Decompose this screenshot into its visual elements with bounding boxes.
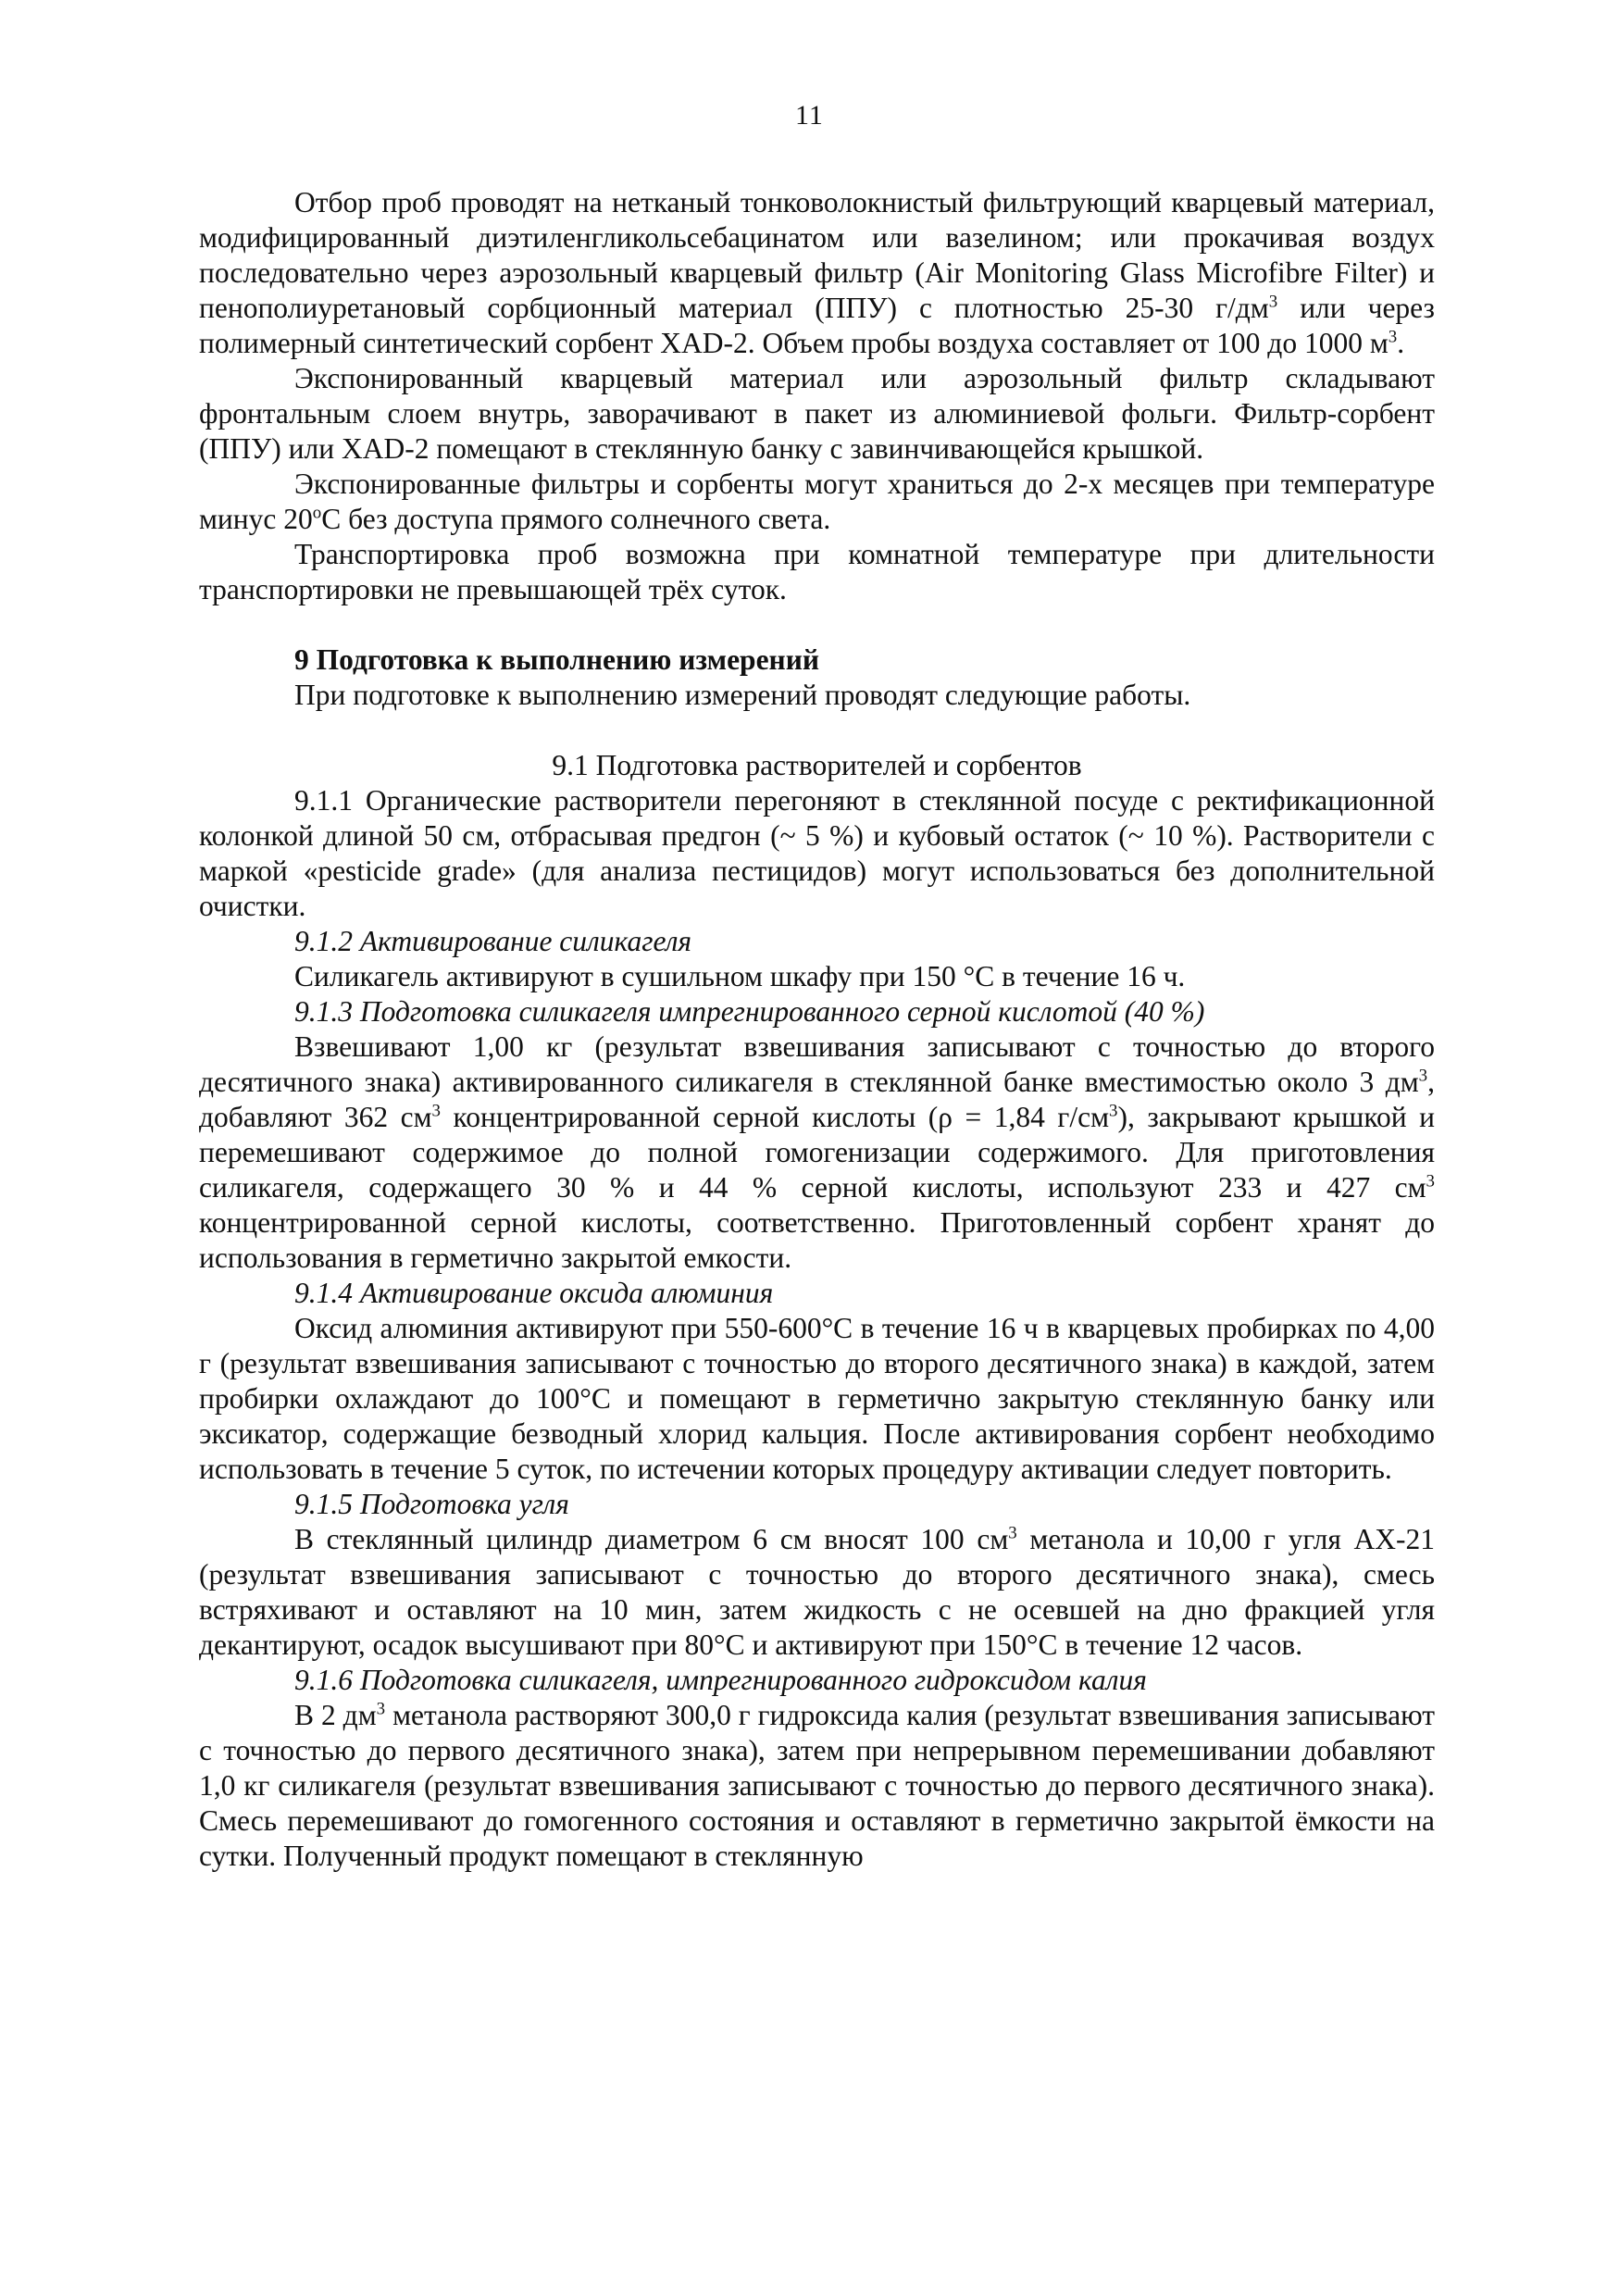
text: С без доступа прямого солнечного света. bbox=[321, 503, 831, 535]
superscript: 3 bbox=[1109, 1101, 1118, 1121]
text: метанола растворяют 300,0 г гидроксида калия (результат взвешивания записывают с точностью до первого десятичного знака), затем при непрерывном перемешивании добавляют 1,0 кг силикагеля (результат взвешивания записывают с точностью до первого десятичного знака). Смесь перемешивают до гомогенного состояния и оставляют в герметично закрытой ёмкости на сутки. Полученный продукт помещают в стеклянную bbox=[199, 1699, 1435, 1872]
text: концентрированной серной кислоты (ρ = 1,84 г/см bbox=[441, 1101, 1110, 1133]
text: , добавляют 362 см bbox=[199, 1066, 1435, 1133]
paragraph-transport: Транспортировка проб возможна при комнатной температуре при длительности транспортировки не превышающей трёх суток. bbox=[199, 538, 1435, 605]
section-9-intro: При подготовке к выполнению измерений проводят следующие работы. bbox=[294, 679, 1191, 711]
subsection-9-1-heading: 9.1 Подготовка растворителей и сорбентов bbox=[552, 749, 1082, 781]
paragraph-9-1-6 bbox=[199, 1698, 1435, 1874]
superscript: 3 bbox=[1268, 292, 1278, 312]
paragraph-9-1-1: 9.1.1 Органические растворители перегоняют в стеклянной посуде с ректификационной колонкой длиной 50 см, отбрасывая предгон (~ 5 %) и кубовый остаток (~ 10 %). Растворители с маркой «pesticide grade» (для анализа пестицидов) могут использоваться без дополнительной очистки. bbox=[199, 784, 1435, 922]
paragraph-9-1-2: Силикагель активируют в сушильном шкафу при 150 °С в течение 16 ч. bbox=[294, 960, 1186, 992]
heading-9-1-3: 9.1.3 Подготовка силикагеля импрегнированного серной кислотой (40 %) bbox=[294, 995, 1205, 1028]
superscript: 3 bbox=[1426, 1171, 1435, 1192]
paragraph-9-1-5 bbox=[199, 1522, 1435, 1663]
paragraph-9-1-4: Оксид алюминия активируют при 550-600°С в течение 16 ч в кварцевых пробирках по 4,00 г (результат взвешивания записывают с точностью до второго десятичного знака) в каждой, затем пробирки охлаждают до 100°С и помещают в герметично закрытую стеклянную банку или эксикатор, содержащие безводный хлорид кальция. После активирования сорбент необходимо использовать в течение 5 суток, по истечении которых процедуру активации следует повторить. bbox=[199, 1312, 1435, 1485]
text: или через полимерный синтетический сорбент ХAD-2. Объем пробы воздуха составляет от 100 до 1000 м bbox=[199, 292, 1435, 359]
superscript: 3 bbox=[376, 1699, 386, 1719]
document-body bbox=[199, 185, 1435, 1874]
superscript: 3 bbox=[1418, 1066, 1428, 1086]
heading-9-1-5: 9.1.5 Подготовка угля bbox=[294, 1488, 569, 1520]
text: Взвешивают 1,00 кг (результат взвешивания записывают с точностью до второго десятичного знака) активированного силикагеля в стеклянной банке вместимостью около 3 дм bbox=[199, 1030, 1435, 1098]
paragraph-exposed-material: Экспонированный кварцевый материал или аэрозольный фильтр складывают фронтальным слоем внутрь, заворачивают в пакет из алюминиевой фольги. Фильтр-сорбент (ППУ) или ХAD-2 помещают в стеклянную банку с завинчивающейся крышкой. bbox=[199, 362, 1435, 465]
heading-9-1-2: 9.1.2 Активирование силикагеля bbox=[294, 925, 692, 957]
superscript: 3 bbox=[431, 1101, 441, 1121]
text: . bbox=[1397, 327, 1405, 359]
paragraph-storage bbox=[199, 467, 1435, 537]
page-number: 11 bbox=[795, 100, 824, 131]
text: концентрированной серной кислоты, соответственно. Приготовленный сорбент хранят до использования в герметично закрытой емкости. bbox=[199, 1206, 1435, 1274]
heading-9-1-6: 9.1.6 Подготовка силикагеля, импрегнированного гидроксидом калия bbox=[294, 1664, 1147, 1696]
superscript: o bbox=[312, 503, 322, 523]
superscript: 3 bbox=[1388, 327, 1398, 347]
heading-9-1-4: 9.1.4 Активирование оксида алюминия bbox=[294, 1277, 774, 1309]
section-9-heading: 9 Подготовка к выполнению измерений bbox=[294, 643, 819, 676]
paragraph-sampling bbox=[199, 185, 1435, 361]
text: Отбор проб проводят на нетканый тонковолокнистый фильтрующий кварцевый материал, модифицированный диэтиленгликольсебацинатом или вазелином; или прокачивая воздух последовательно через аэрозольный кварцевый фильтр (Air Monitoring Glass Microfibre Filter) и пенополиуретановый сорбционный материал (ППУ) с плотностью 25-30 г/дм bbox=[199, 186, 1435, 324]
text: метанола и 10,00 г угля АХ-21 (результат взвешивания записывают с точностью до второго десятичного знака), смесь встряхивают и оставляют на 10 мин, затем жидкость с не осевшей на дно фракцией угля декантируют, осадок высушивают при 80°С и активируют при 150°С в течение 12 часов. bbox=[199, 1523, 1435, 1661]
paragraph-9-1-3 bbox=[199, 1029, 1435, 1276]
text: В 2 дм bbox=[294, 1699, 377, 1731]
text: В стеклянный цилиндр диаметром 6 см вносят 100 см bbox=[294, 1523, 1009, 1555]
superscript: 3 bbox=[1008, 1523, 1017, 1543]
text: ), закрывают крышкой и перемешивают содержимое до полной гомогенизации содержимого. Для приготовления силикагеля, содержащего 30 % и 44 % серной кислоты, используют 233 и 427 см bbox=[199, 1101, 1436, 1204]
text: Экспонированные фильтры и сорбенты могут храниться до 2-х месяцев при температуре минус 20 bbox=[199, 468, 1435, 535]
